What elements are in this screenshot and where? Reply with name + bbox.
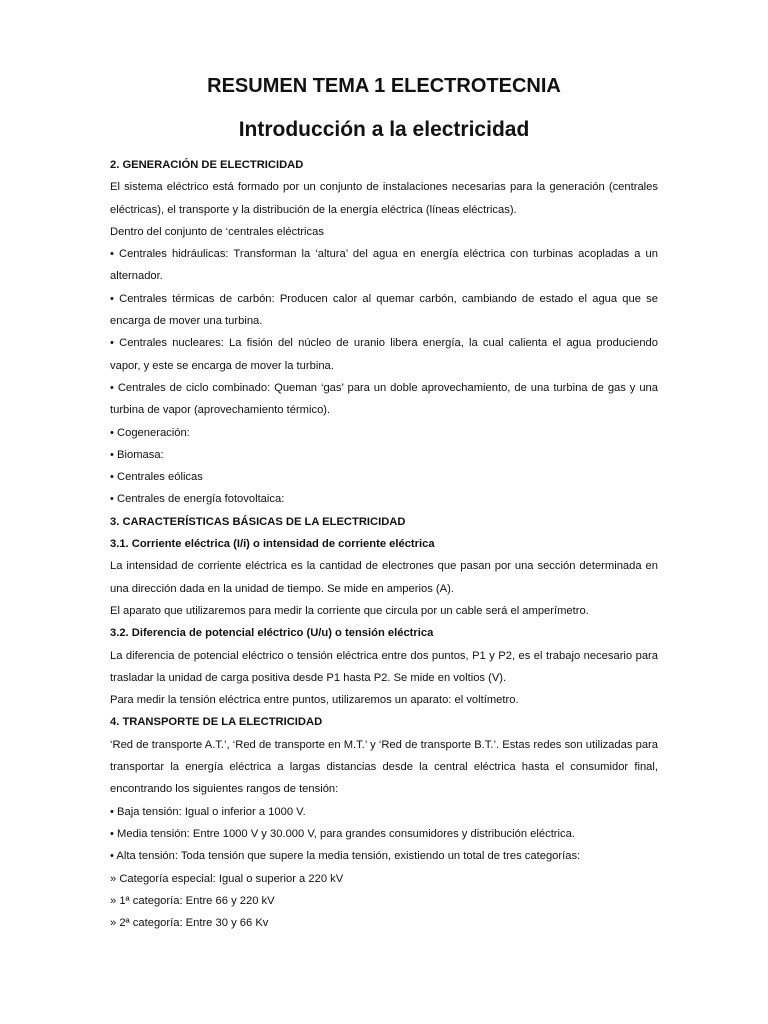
list-item-fotovoltaica: • Centrales de energía fotovoltaica:: [110, 493, 285, 506]
list-item-biomasa: • Biomasa:: [110, 448, 164, 461]
list-item-alta-tension: • Alta tensión: Toda tensión que supere la media tensión, existiendo un total de tres categorías:: [110, 850, 581, 863]
list-item-segunda-categoria: » 2ª categoría: Entre 30 y 66 Kv: [110, 917, 269, 930]
document-title: RESUMEN TEMA 1 ELECTROTECNIA: [207, 75, 561, 97]
list-item-categoria-especial: » Categoría especial: Igual o superior a 220 kV: [110, 872, 344, 885]
paragraph-voltimetro: Para medir la tensión eléctrica entre puntos, utilizaremos un aparato: el voltímetro.: [110, 694, 519, 707]
list-item-cogeneracion: • Cogeneración:: [110, 426, 190, 439]
list-item-baja-tension: • Baja tensión: Igual o inferior a 1000 V.: [110, 805, 306, 818]
paragraph-intensidad: La intensidad de corriente eléctrica es la cantidad de electrones que pasan por una sección determinada en una dirección dada en la unidad de tiempo. Se mide en amperios (A).: [110, 560, 658, 595]
subsection-heading-corriente: 3.1. Corriente eléctrica (I/i) o intensidad de corriente eléctrica: [110, 538, 435, 551]
list-item-ciclo-combinado: • Centrales de ciclo combinado: Queman ‘gas’ para un doble aprovechamiento, de una turbina de gas y una turbina de vapor (aprovechamiento térmico).: [110, 381, 658, 417]
document-page: [110, 0, 658, 1024]
section-heading-caracteristicas: 3. CARACTERÍSTICAS BÁSICAS DE LA ELECTRICIDAD: [110, 515, 406, 528]
paragraph-centrales-intro: Dentro del conjunto de ‘centrales eléctricas: [110, 225, 324, 238]
list-item-media-tension: • Media tensión: Entre 1000 V y 30.000 V, para grandes consumidores y distribución eléctrica.: [110, 827, 575, 840]
paragraph-amperimetro: El aparato que utilizaremos para medir la corriente que circula por un cable será el amperímetro.: [110, 604, 589, 617]
document-subtitle: Introducción a la electricidad: [238, 118, 530, 141]
list-item-eolicas: • Centrales eólicas: [110, 471, 203, 484]
section-heading-transporte: 4. TRANSPORTE DE LA ELECTRICIDAD: [110, 716, 323, 729]
section-heading-generacion: 2. GENERACIÓN DE ELECTRICIDAD: [110, 159, 304, 171]
subsection-heading-tension: 3.2. Diferencia de potencial eléctrico (U/u) o tensión eléctrica: [110, 627, 434, 640]
paragraph-diferencia-potencial: La diferencia de potencial eléctrico o tensión eléctrica entre dos puntos, P1 y P2, es el trabajo necesario para trasladar la unidad de carga positiva desde P1 hasta P2. Se mide en voltios (V).: [110, 649, 658, 684]
document-body: [110, 154, 658, 934]
list-item-primera-categoria: » 1ª categoría: Entre 66 y 220 kV: [110, 894, 275, 907]
paragraph-redes-transporte: ‘Red de transporte A.T.’, ‘Red de transporte en M.T.’ y ‘Red de transporte B.T.’. Estas redes son utilizadas para transportar la energía eléctrica a largas distancias desde la central eléctrica hasta el consumidor final, encontrando los siguientes rangos de tensión:: [110, 738, 658, 796]
list-item-termicas: • Centrales térmicas de carbón: Producen calor al quemar carbón, cambiando de estado el agua que se encarga de mover una turbina.: [110, 292, 658, 328]
list-item-nucleares: • Centrales nucleares: La fisión del núcleo de uranio libera energía, la cual calienta el agua produciendo vapor, y este se encarga de mover la turbina.: [110, 337, 658, 372]
list-item-hidraulicas: • Centrales hidráulicas: Transforman la ‘altura’ del agua en energía eléctrica con turbinas acopladas a un alternador.: [110, 248, 658, 283]
paragraph-sistema-electrico: El sistema eléctrico está formado por un conjunto de instalaciones necesarias para la generación (centrales eléctricas), el transporte y la distribución de la energía eléctrica (líneas eléctricas).: [110, 181, 658, 216]
